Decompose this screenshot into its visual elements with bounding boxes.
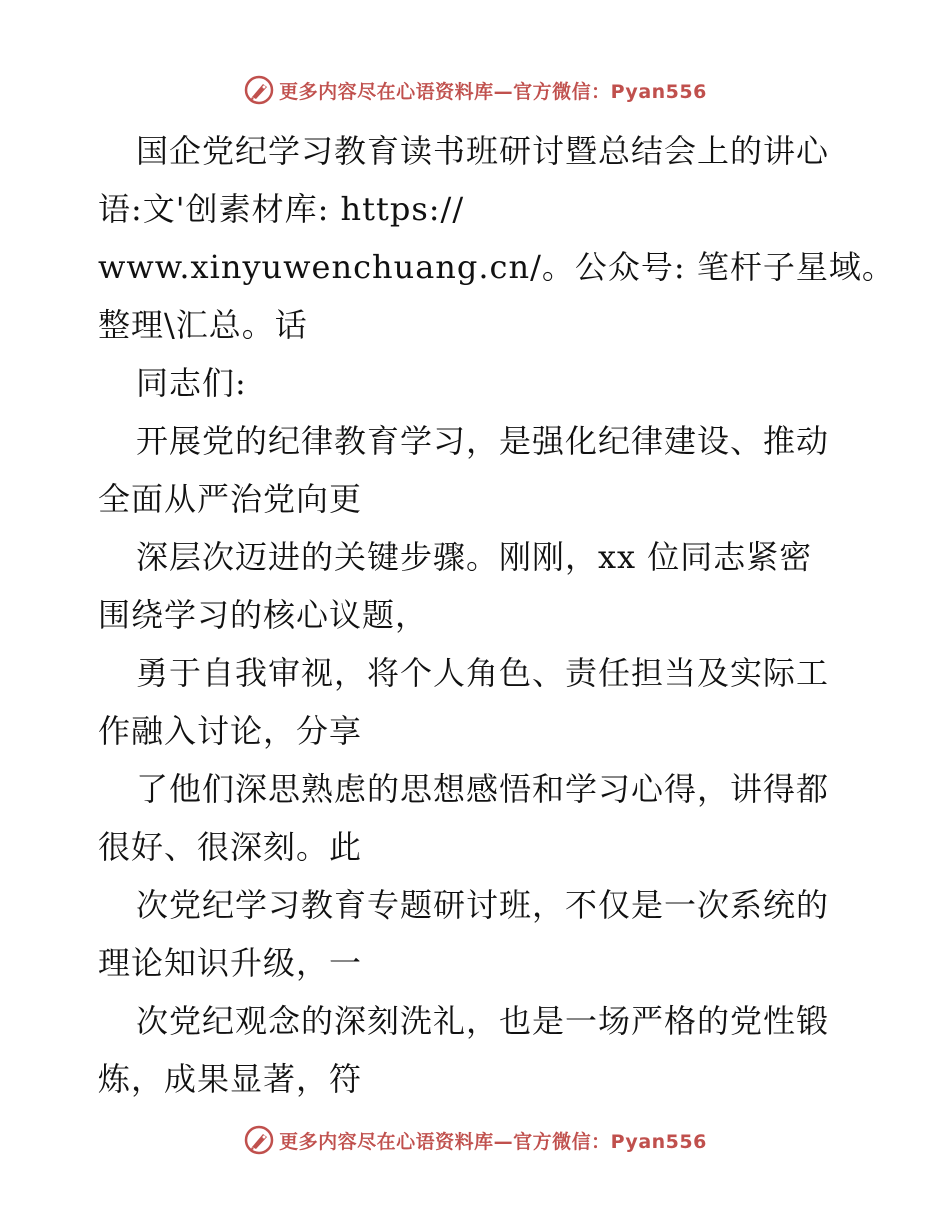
text-line: 了他们深思熟虑的思想感悟和学习心得，讲得都 [136,770,830,808]
text-line: 围绕学习的核心议题， [98,596,429,634]
text-line: 次党纪观念的深刻洗礼，也是一场严格的党性锻 [136,1002,830,1040]
text-line: www.xinyuwenchuang.cn/。公众号: 笔杆子星域。 [98,248,895,286]
text-line: 次党纪学习教育专题研讨班，不仅是一次系统的 [136,886,830,924]
header-banner [0,72,950,108]
text-line: 语:文'创素材库: https:// [98,190,465,228]
text-line: 开展党的纪律教育学习，是强化纪律建设、推动 [136,422,830,460]
document-body [98,122,895,1108]
text-line: 炼，成果显著，符 [98,1060,363,1098]
footer-banner [0,1122,950,1158]
text-line: 全面从严治党向更 [98,480,363,518]
pen-nib-logo-icon [243,1124,275,1156]
text-line: 理论知识升级，一 [98,944,363,982]
pen-nib-logo-icon [243,74,275,106]
footer-banner-text: 更多内容尽在心语资料库—官方微信：Pyan556 [279,1130,707,1153]
text-line: 勇于自我审视，将个人角色、责任担当及实际工 [136,654,830,692]
text-line: 作融入讨论，分享 [98,712,363,750]
text-line: 很好、很深刻。此 [98,828,363,866]
text-line: 深层次迈进的关键步骤。刚刚，xx 位同志紧密 [136,538,813,576]
text-line: 国企党纪学习教育读书班研讨暨总结会上的讲心 [136,132,830,170]
text-line: 整理\汇总。话 [98,306,308,344]
text-line: 同志们: [136,364,247,402]
header-banner-text: 更多内容尽在心语资料库—官方微信：Pyan556 [279,80,707,103]
